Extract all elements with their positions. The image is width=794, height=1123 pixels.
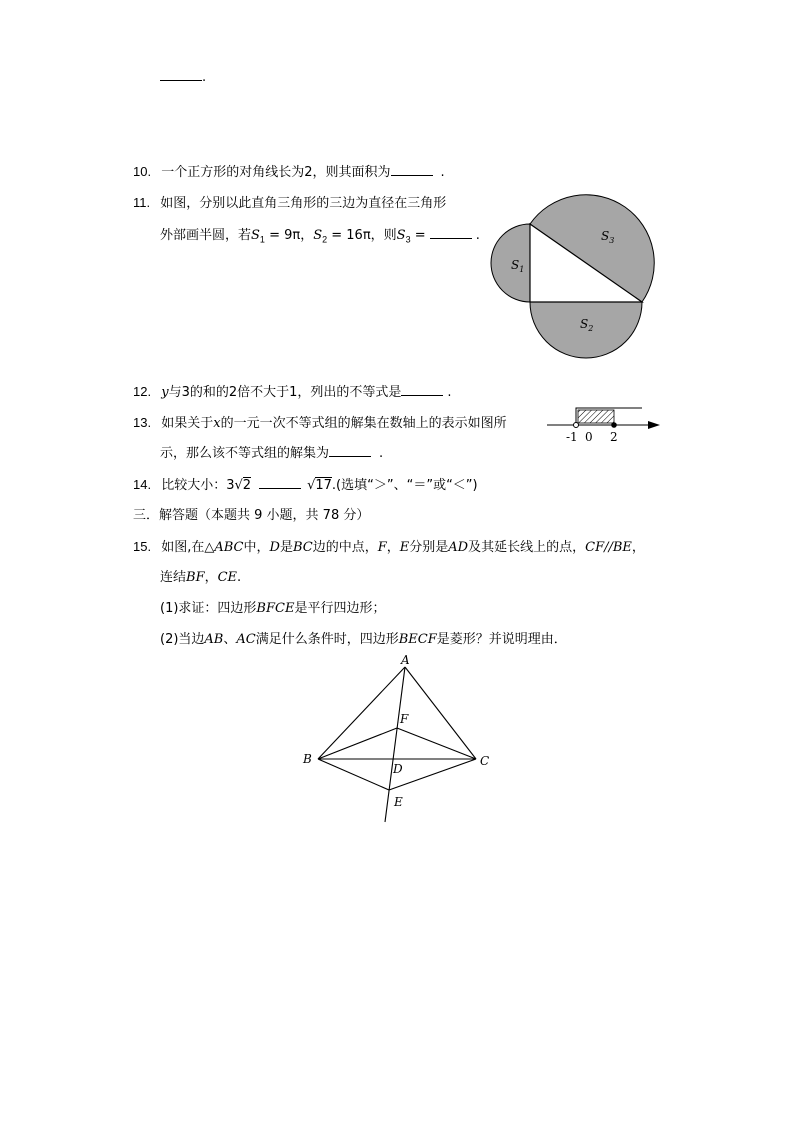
tick-label-2: 2 bbox=[610, 430, 618, 444]
question-12: 12. y与3的和的2倍不大于1，列出的不等式是 . bbox=[133, 384, 452, 400]
question-15-part2: (2)当边AB、AC满足什么条件时，四边形BECF是菱形？并说明理由． bbox=[160, 632, 567, 647]
question-13-line2: 示，那么该不等式组的解集为 . bbox=[160, 446, 384, 461]
label-s2: $S_2$ bbox=[580, 317, 594, 333]
answer-blank bbox=[329, 444, 371, 457]
point-label-e: E bbox=[394, 795, 403, 809]
label-s3: $S_3$ bbox=[601, 229, 615, 245]
question-11-line2: 外部画半圆，若$S_1 = 9\pi$，$S_2 = 16\pi$，则$S_3$ = . bbox=[160, 228, 480, 245]
question-13-line1: 13. 如果关于x的一元一次不等式组的解集在数轴上的表示如图所 bbox=[133, 415, 507, 431]
segment-be bbox=[318, 759, 389, 790]
tick-label-neg1: -1 bbox=[566, 430, 578, 444]
segment-ab bbox=[318, 667, 405, 759]
point-label-d: D bbox=[393, 762, 403, 776]
sqrt-symbol-icon: √ bbox=[234, 478, 243, 493]
question-15-line2: 连结BF，CE. bbox=[160, 570, 242, 585]
question-number: 14. bbox=[133, 477, 152, 492]
section-title: 三．解答题（本题共 9 小题，共 78 分） bbox=[133, 508, 370, 523]
answer-blank bbox=[391, 163, 433, 176]
axis-arrow-icon bbox=[648, 421, 660, 429]
point-label-c: C bbox=[480, 754, 490, 768]
semicircle-figure bbox=[490, 187, 670, 362]
point-label-f: F bbox=[400, 712, 409, 726]
answer-blank bbox=[401, 383, 443, 396]
answer-blank bbox=[259, 476, 301, 489]
question-number: 10. bbox=[133, 164, 152, 179]
segment-bf bbox=[318, 728, 397, 759]
question-text: 一个正方形的对角线长为2，则其面积为 bbox=[161, 165, 391, 180]
point-label-b: B bbox=[303, 752, 312, 766]
question-15-line1: 15. 如图,在△ABC中，D是BC边的中点，F，E分别是AD及其延长线上的点，CF//BE， bbox=[133, 539, 645, 555]
label-s1: $S_1$ bbox=[511, 258, 525, 274]
question-text: 如图，分别以此直角三角形的三边为直径在三角形 bbox=[160, 196, 447, 211]
question-number: 13. bbox=[133, 415, 152, 430]
top-answer-line: . bbox=[160, 68, 206, 87]
sqrt-symbol-icon: √ bbox=[307, 478, 316, 493]
question-number: 11. bbox=[133, 195, 151, 210]
geometry-figure bbox=[295, 652, 515, 827]
closed-point-2 bbox=[611, 422, 617, 428]
question-14: 14. 比较大小：3√2 √17.(选填“＞”、“＝”或“＜”) bbox=[133, 477, 478, 493]
question-number: 15. bbox=[133, 539, 152, 554]
number-line-figure bbox=[545, 403, 670, 445]
question-number: 12. bbox=[133, 384, 152, 399]
answer-blank bbox=[430, 226, 472, 239]
question-11-line1 bbox=[133, 194, 446, 213]
question-10: 10. 一个正方形的对角线长为2，则其面积为 . bbox=[133, 164, 445, 180]
question-text: 与3的和的2倍不大于1，列出的不等式是 bbox=[168, 385, 402, 400]
tick-label-0: 0 bbox=[585, 430, 593, 444]
point-label-a: A bbox=[401, 653, 410, 667]
solution-hatch bbox=[578, 410, 614, 423]
question-15-part1: (1)求证：四边形BFCE是平行四边形； bbox=[160, 601, 386, 616]
answer-blank bbox=[160, 68, 202, 81]
open-point-neg1 bbox=[574, 423, 579, 428]
